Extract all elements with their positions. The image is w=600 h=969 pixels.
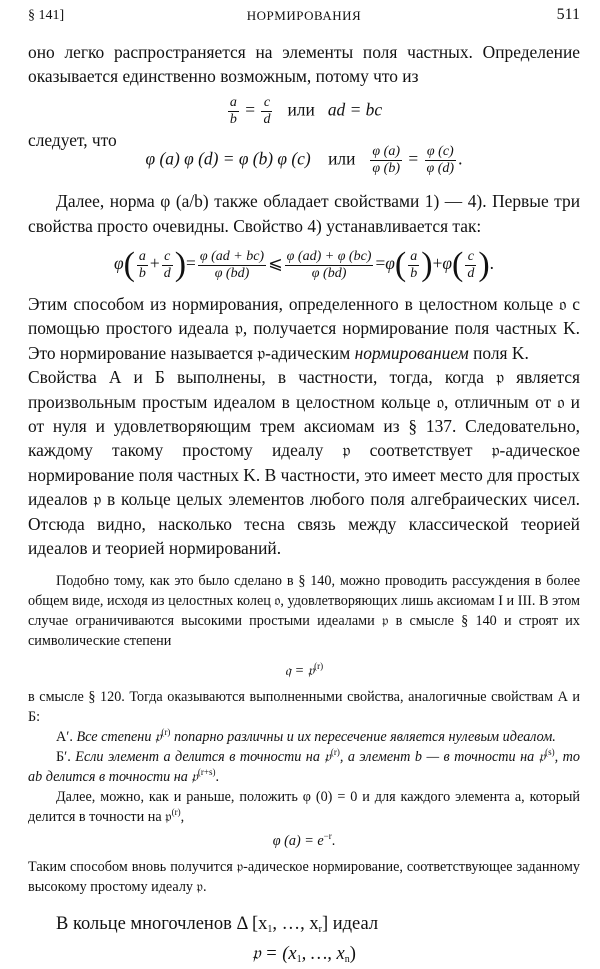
fraction-phi-c-d: $\frac{\varphi (c)}{\varphi (d)}$ [426,144,455,177]
property-a-prime: А′. Все степени 𝔭$^{(r)}$ попарно различны и их пересечение является нулевым идеалом. [56,726,556,745]
fraction-c-d: $\frac{c}{d}$ [263,94,271,127]
page-body [28,40,580,969]
fraction-norm-parts: $\frac{\varphi (ad) + \varphi (bc)}{\varphi (bd)}$ [286,248,372,281]
paragraph-1: оно легко распространяется на элементы поля частных. Определение оказывается единственно возможным, потому что из [28,42,580,87]
formula-1-rhs: ad = bc [327,99,383,120]
closing-line: В кольце многочленов Δ [$x_1$, …, $x_r$] идеал [56,913,379,935]
small-paragraph-3: Далее, можно, как и раньше, положить φ (0) = 0 и для каждого элемента a, который делится в точности на 𝔭$^{(r)}$, [28,788,580,825]
small-paragraph-4: Таким способом вновь получится 𝔭-адическое нормирование, соответствующее заданному высокому простому идеалу 𝔭. [28,858,580,895]
small-paragraph-2: в смысле § 120. Тогда оказываются выполненными свойства, аналогичные свойствам А и Б: [28,688,580,725]
fraction-a-b: $\frac{a}{b}$ [229,94,237,127]
formula-3: φ( $\frac{a}{b}$ + $\frac{c}{d}$ )= $\frac{\varphi (ad + bc)}{\varphi (bd)}$ ⩽ $\frac{\varphi (ad) + \varphi (bc)}{\varphi (bd)}$ =φ( $\frac{a}{b}$ )+φ( $\frac{c}{d}$ ). [113,246,495,284]
property-b-prime: Б′. Если элемент a делится в точности на 𝔭$^{(r)}$, а элемент b — в точности на 𝔭$^{(s)}$, то ab делится в точности на 𝔭$^{(r+s)}$. [28,746,580,785]
term-normirovaniem: нормированием [354,342,469,363]
formula-1-word: или [287,99,315,120]
running-header [28,6,580,28]
formula-2: φ (a) φ (d) = φ (b) φ (c) или $\frac{\varphi (a)}{\varphi (b)}$ = $\frac{\varphi (c)}{\varphi (d)}$ . [145,144,463,177]
small-formula-1: 𝔮 = 𝔭$^{(r)}$ [284,660,324,679]
closing-block [28,909,580,969]
small-formula-2: φ $(a) = e^{-r}$. [272,830,336,849]
running-title: НОРМИРОВАНИЯ [246,8,362,23]
follows-text: следует, что [28,129,117,150]
fraction-norm-sum: $\frac{\varphi (ad + bc)}{\varphi (bd)}$ [199,248,265,281]
paragraph-3: Этим способом из нормирования, определенного в целостном кольце 𝔬 с помощью простого идеала 𝔭, получается нормирование поля частных K. Это нормирование называется 𝔭-адическим нормированием поля K. [28,294,580,363]
fraction-phi-a-b: $\frac{\varphi (a)}{\varphi (b)}$ [372,144,400,177]
formula-2-word: или [328,148,356,169]
paragraph-4: Свойства А и Б выполнены, в частности, тогда, когда 𝔭 является произвольным простым идеалом в целостном кольце 𝔬, отличным от 𝔬 и от нуля и удовлетворяющим трем аксиомам из § 137. Следовательно, каждому такому простому идеалу 𝔭 соответствует 𝔭-адическое нормирование поля частных K. В частности, это имеет место для простых идеалов 𝔭 в кольце целых элементов любого поля алгебраических чисел. Отсюда видно, насколько тесна связь между классической теорией идеалов и теорией нормирований. [28,367,580,559]
paragraph-2: Далее, норма φ (a/b) также обладает свойствами 1) — 4). Первые три свойства просто очевидны. Свойство 4) устанавливается так: [28,191,580,236]
small-paragraph-1: Подобно тому, как это было сделано в § 140, можно проводить рассуждения в более общем виде, исходя из целостных колец 𝔬, удовлетворяющих лишь аксиомам I и III. В этом случае ограничиваются высокими простыми идеалами 𝔭 в смысле § 140 и строят их символические степени [28,572,580,649]
page-number: 511 [556,6,580,23]
formula-2-lhs: φ (a) φ (d) = φ (b) φ (c) [145,148,311,169]
small-print-block [28,571,580,897]
section-ref: § 141] [28,8,65,23]
ideal-formula: 𝔭 = ($x_1$, …, $x_n$) [252,943,356,965]
formula-1: $\frac{a}{b}$ = $\frac{c}{d}$ или ad = bc [229,94,383,127]
